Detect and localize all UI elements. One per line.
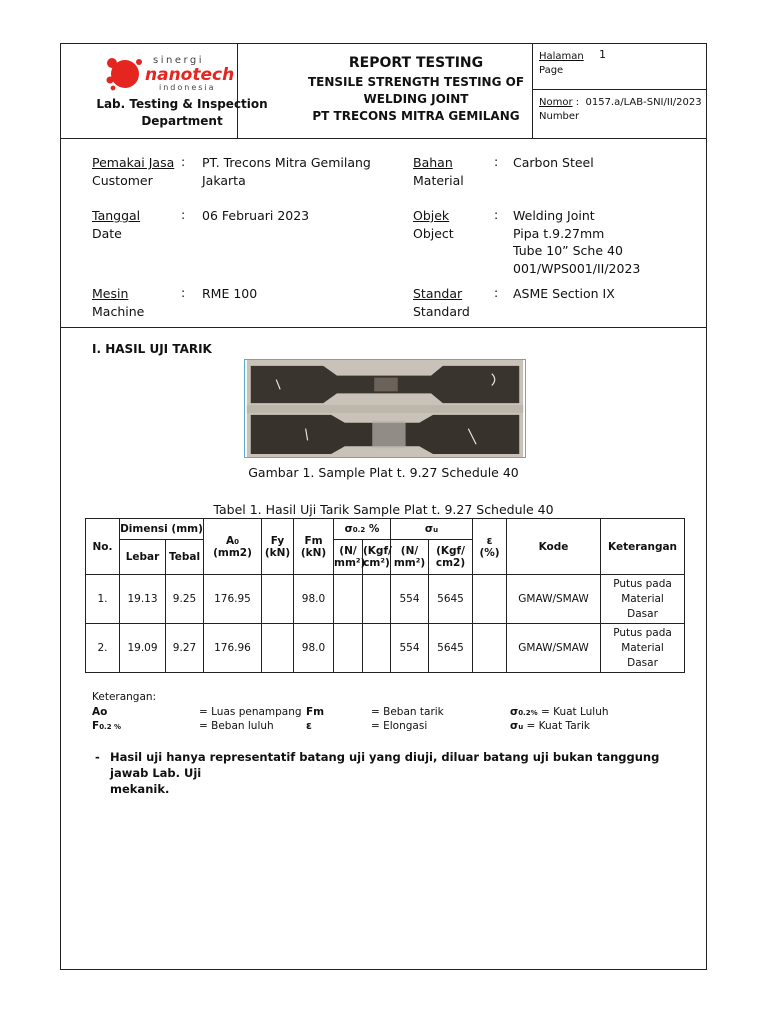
legend-title: Keterangan: <box>92 691 157 703</box>
cell-su-k: 5645 <box>429 624 473 673</box>
object-label-id: Objek <box>413 208 450 223</box>
header-sigma02-nmm <box>334 540 366 575</box>
header-dimensi: Dimensi (mm) <box>120 519 204 540</box>
material-colon: : <box>494 154 499 169</box>
fm-unit: (kN) <box>300 546 327 559</box>
nmm-1: (N/ <box>339 545 357 557</box>
nomor-label: Nomor <box>539 97 573 108</box>
cell-fm: 98.0 <box>294 624 334 673</box>
header-sigmau <box>391 519 473 540</box>
sigmau-symbol: σ <box>424 523 434 535</box>
date-colon: : <box>181 207 186 222</box>
cell-kode: GMAW/SMAW <box>507 624 601 673</box>
cell-su-n: 554 <box>391 575 429 624</box>
date-label-en: Date <box>92 225 122 241</box>
object-value-2: Pipa t.9.27mm <box>513 225 605 241</box>
report-subtitle-2: WELDING JOINT <box>363 92 469 106</box>
document-number: Nomor : 0157.a/LAB-SNI/II/2023 Number <box>539 97 702 122</box>
header-fy <box>262 519 294 575</box>
fy-symbol: Fy <box>270 534 285 547</box>
standard-value: ASME Section IX <box>513 286 615 301</box>
legend-fm-desc: = Beban tarik <box>371 706 444 718</box>
material-label-en: Material <box>413 172 464 188</box>
nomor-value: 0157.a/LAB-SNI/II/2023 <box>585 97 702 108</box>
cell-eps <box>473 624 507 673</box>
customer-colon: : <box>181 154 186 169</box>
machine-colon: : <box>181 285 186 300</box>
logo-top-text: sinergi <box>153 55 205 66</box>
header-no: No. <box>86 519 120 575</box>
table-caption: Tabel 1. Hasil Uji Tarik Sample Plat t. 9.27 Schedule 40 <box>213 502 554 517</box>
legend-s02-desc: = Kuat Luluh <box>537 706 609 718</box>
material-label-id: Bahan <box>413 155 453 170</box>
header-keterangan: Keterangan <box>601 519 685 575</box>
report-subtitle-3: PT TRECONS MITRA GEMILANG <box>312 109 520 123</box>
date-label <box>92 207 140 242</box>
report-title-block <box>297 52 535 125</box>
cell-lebar: 19.13 <box>120 575 166 624</box>
logo-brand-text: nanotech <box>145 65 235 85</box>
object-colon: : <box>494 207 499 222</box>
report-page <box>60 43 707 970</box>
object-label <box>413 207 454 242</box>
customer-label-id: Pemakai Jasa <box>92 155 175 170</box>
ket-line-1: Putus pada <box>613 577 672 590</box>
machine-value: RME 100 <box>202 286 258 301</box>
object-label-en: Object <box>413 225 454 241</box>
note-line-2: mekanik. <box>110 782 170 796</box>
customer-value <box>202 154 371 189</box>
kgf2-1: (Kgf/ <box>436 545 465 557</box>
header-kode: Kode <box>507 519 601 575</box>
sigma02-subscript: 0.2 <box>352 526 366 534</box>
object-value <box>513 207 640 277</box>
object-value-4: 001/WPS001/II/2023 <box>513 260 641 276</box>
sigma02-percent: % <box>365 523 380 535</box>
nmm-2: mm²) <box>334 557 366 569</box>
table-header-row-1 <box>86 519 685 540</box>
legend-f02 <box>92 719 121 734</box>
legend-ao-symbol: Ao <box>92 706 108 718</box>
ket-line-3: Dasar <box>627 607 658 620</box>
page-info <box>539 50 584 78</box>
legend-s02-symbol: σ <box>510 706 519 718</box>
header-right-divider <box>532 89 707 90</box>
halaman-label: Halaman <box>539 51 584 62</box>
date-value: 06 Februari 2023 <box>202 208 310 223</box>
nmm2-2: mm²) <box>393 557 426 569</box>
section-title: I. HASIL UJI TARIK <box>92 342 212 356</box>
info-divider <box>61 327 706 328</box>
legend-su <box>510 719 590 734</box>
legend-fm-symbol: Fm <box>306 706 325 718</box>
header-ao <box>204 519 262 575</box>
cell-lebar: 19.09 <box>120 624 166 673</box>
cell-su-k: 5645 <box>429 575 473 624</box>
sample-photo <box>244 359 526 458</box>
ao-symbol: A <box>225 534 235 547</box>
company-logo <box>101 52 251 92</box>
machine-label <box>92 285 144 320</box>
header-sigmau-nmm <box>391 540 429 575</box>
fm-symbol: Fm <box>304 534 323 547</box>
cell-tebal: 9.25 <box>166 575 204 624</box>
page-number: 1 <box>599 48 606 61</box>
ket-line-1: Putus pada <box>613 626 672 639</box>
kgf-2: cm²) <box>363 557 390 569</box>
customer-value-1: PT. Trecons Mitra Gemilang <box>202 155 371 170</box>
standard-label-id: Standar <box>413 286 463 301</box>
cell-tebal: 9.27 <box>166 624 204 673</box>
cell-ao: 176.96 <box>204 624 262 673</box>
legend-eps-desc: = Elongasi <box>371 720 428 732</box>
legend-f02-subscript: 0.2 % <box>99 723 122 731</box>
cell-eps <box>473 575 507 624</box>
cell-fm: 98.0 <box>294 575 334 624</box>
eps-symbol: ε <box>486 534 493 547</box>
fy-unit: (kN) <box>264 546 291 559</box>
eps-unit: (%) <box>479 546 500 559</box>
lab-line-1: Lab. Testing & Inspection <box>96 97 268 111</box>
header-tebal: Tebal <box>166 540 204 575</box>
cell-fy <box>262 624 294 673</box>
legend-s02-subscript: 0.2% <box>518 709 538 717</box>
object-value-3: Tube 10” Sche 40 <box>513 243 623 258</box>
legend-su-symbol: σ <box>510 720 519 732</box>
legend-s02 <box>510 705 609 720</box>
sigmau-subscript: u <box>433 526 439 534</box>
note-dash: - <box>95 750 100 764</box>
table-row <box>86 624 685 673</box>
cell-s02-n <box>334 624 363 673</box>
machine-label-en: Machine <box>92 303 145 319</box>
logo-bottom-text: indonesia <box>159 83 216 92</box>
material-value: Carbon Steel <box>513 155 594 170</box>
object-value-1: Welding Joint <box>513 208 595 223</box>
header-sigma02-kgf <box>363 540 391 575</box>
cell-s02-k <box>363 575 391 624</box>
cell-fy <box>262 575 294 624</box>
cell-keterangan <box>601 624 685 673</box>
kgf2-2: cm2) <box>435 557 466 569</box>
customer-value-2: Jakarta <box>202 172 246 188</box>
cell-ao: 176.95 <box>204 575 262 624</box>
lab-line-2: Department <box>141 114 223 128</box>
page-label: Page <box>539 65 564 76</box>
tensile-results-table <box>85 518 685 673</box>
cell-s02-k <box>363 624 391 673</box>
material-label <box>413 154 464 189</box>
cell-s02-n <box>334 575 363 624</box>
cell-keterangan <box>601 575 685 624</box>
report-subtitle-1: TENSILE STRENGTH TESTING OF <box>307 75 525 89</box>
cell-kode: GMAW/SMAW <box>507 575 601 624</box>
cell-su-n: 554 <box>391 624 429 673</box>
legend-f02-desc: = Beban luluh <box>199 720 274 732</box>
standard-label-en: Standard <box>413 303 470 319</box>
lab-department <box>69 96 295 130</box>
ket-line-2: Material <box>621 641 664 654</box>
header-sigmau-kgf <box>429 540 473 575</box>
ket-line-3: Dasar <box>627 656 658 669</box>
header-lebar: Lebar <box>120 540 166 575</box>
header-elongation <box>473 519 507 575</box>
header-sigma02 <box>334 519 391 540</box>
date-label-id: Tanggal <box>92 208 141 223</box>
standard-label <box>413 285 470 320</box>
legend-ao-desc: = Luas penampang <box>199 706 302 718</box>
cell-no: 1. <box>86 575 120 624</box>
ket-line-2: Material <box>621 592 664 605</box>
customer-label-en: Customer <box>92 172 153 188</box>
table-row <box>86 575 685 624</box>
figure-caption: Gambar 1. Sample Plat t. 9.27 Schedule 40 <box>248 465 519 480</box>
machine-label-id: Mesin <box>92 286 129 301</box>
sigma02-symbol: σ <box>344 523 353 535</box>
legend-su-subscript: u <box>518 723 524 731</box>
legend-su-desc: = Kuat Tarik <box>523 720 590 732</box>
nmm2-1: (N/ <box>400 545 419 557</box>
customer-label <box>92 154 174 189</box>
report-title: REPORT TESTING <box>348 55 484 71</box>
note-line-1: Hasil uji hanya representatif batang uji yang diuji, diluar batang uji bukan tanggung jawab Lab. Uji <box>110 750 660 780</box>
kgf-1: (Kgf/ <box>363 545 392 557</box>
header-fm <box>294 519 334 575</box>
ao-unit: (mm2) <box>213 546 252 559</box>
header-divider <box>61 138 706 139</box>
cell-no: 2. <box>86 624 120 673</box>
disclaimer-note <box>110 749 690 797</box>
legend-f02-symbol: F <box>92 720 100 732</box>
ao-subscript: 0 <box>234 537 239 546</box>
number-label: Number <box>539 111 580 122</box>
legend-eps-symbol: ε <box>306 720 312 732</box>
standard-colon: : <box>494 285 499 300</box>
